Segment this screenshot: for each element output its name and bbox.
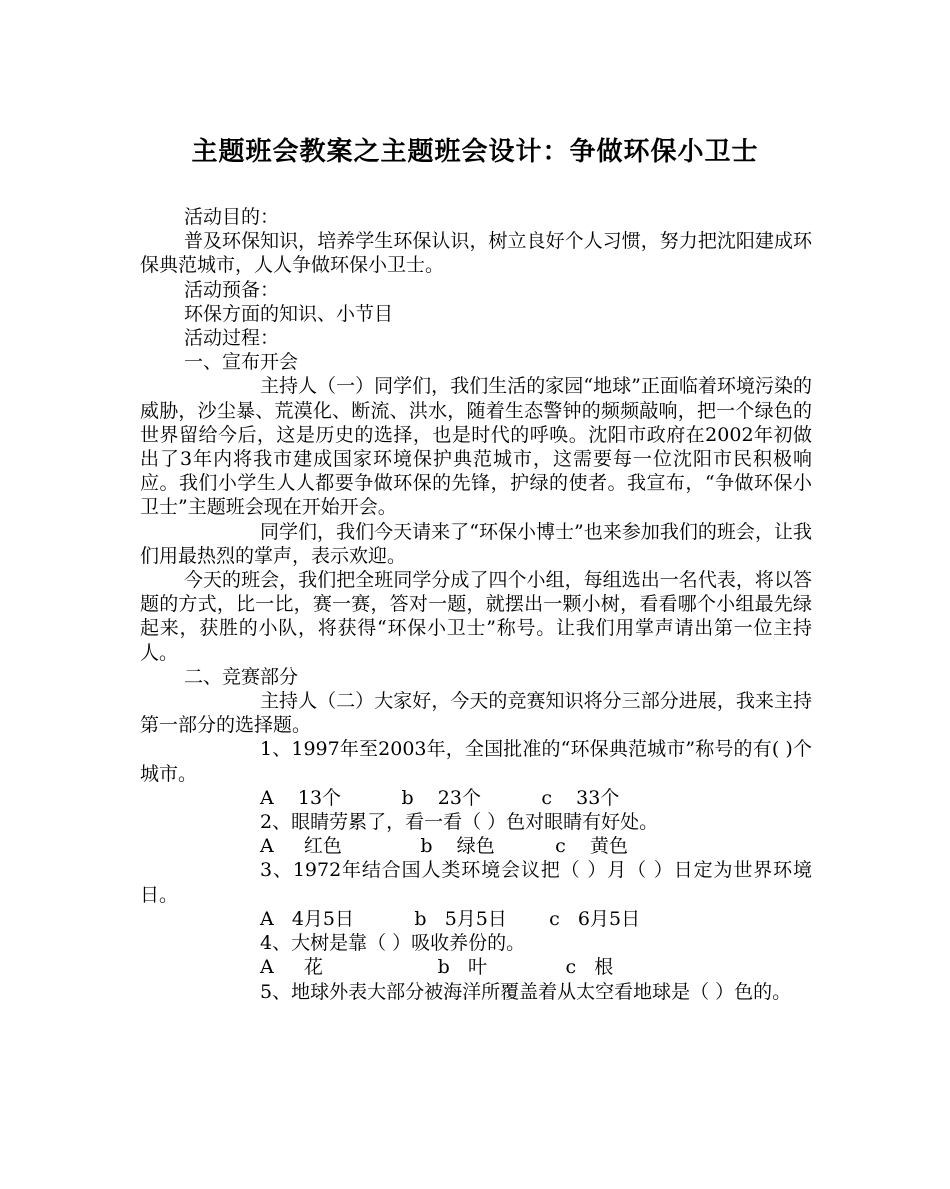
question-1-options: A 13个 b 23个 c 33个 xyxy=(260,786,620,809)
section-heading-opening: 一、宣布开会 xyxy=(184,351,299,374)
question-2: 2、眼睛劳累了，看一看（ ）色对眼睛有好处。 xyxy=(260,811,659,834)
question-2-options: A 红色 b 绿色 c 黄色 xyxy=(260,835,628,858)
paragraph-host-two: 主持人（二）大家好，今天的竞赛知识将分三部分进展，我来主持第一部分的选择题。 xyxy=(140,690,812,737)
section-heading-preparation: 活动预备： xyxy=(184,278,280,301)
document-title: 主题班会教案之主题班会设计：争做环保小卫士 xyxy=(191,137,759,167)
document-body xyxy=(140,205,812,1004)
question-3-options: A 4月5日 b 5月5日 c 6月5日 xyxy=(260,907,641,930)
paragraph-preparation: 环保方面的知识、小节目 xyxy=(184,302,394,325)
section-heading-contest: 二、竞赛部分 xyxy=(184,665,299,688)
paragraph-groups: 今天的班会，我们把全班同学分成了四个小组，每组选出一名代表，将以答题的方式，比一比，赛一赛，答对一题，就摆出一颗小树，看看哪个小组最先绿起来，获胜的小队，将获得“环保小卫士”称号。让我们用掌声请出第一位主持人。 xyxy=(140,569,812,664)
paragraph-goal: 普及环保知识，培养学生环保认识，树立良好个人习惯，努力把沈阳建成环保典范城市，人人争做环保小卫士。 xyxy=(140,230,812,277)
question-4-options: A 花 b 叶 c 根 xyxy=(260,956,614,979)
section-heading-process: 活动过程： xyxy=(184,327,280,350)
section-heading-goal: 活动目的： xyxy=(184,206,280,228)
question-3: 3、1972年结合国人类环境会议把（ ）月（ ）日定为世界环境日。 xyxy=(140,859,812,906)
question-1: 1、1997年至2003年，全国批准的“环保典范城市”称号的有( )个城市。 xyxy=(140,738,812,785)
paragraph-host-one: 主持人（一）同学们，我们生活的家园“地球”正面临着环境污染的威胁，沙尘暴、荒漠化、断流、洪水，随着生态警钟的频频敲响，把一个绿色的世界留给今后，这是历史的选择，也是时代的呼唤。沈阳市政府在2002年初做出了3年内将我市建成国家环境保护典范城市，这需要每一位沈阳市民积极响应。我们小学生人人都要争做环保的先锋，护绿的使者。我宣布，“争做环保小卫士”主题班会现在开始开会。 xyxy=(140,375,812,519)
question-4: 4、大树是靠（ ）吸收养份的。 xyxy=(260,932,526,955)
paragraph-welcome: 同学们，我们今天请来了“环保小博士”也来参加我们的班会，让我们用最热烈的掌声，表示欢迎。 xyxy=(140,520,812,567)
question-5: 5、地球外表大部分被海洋所覆盖着从太空看地球是（ ）色的。 xyxy=(260,980,792,1003)
